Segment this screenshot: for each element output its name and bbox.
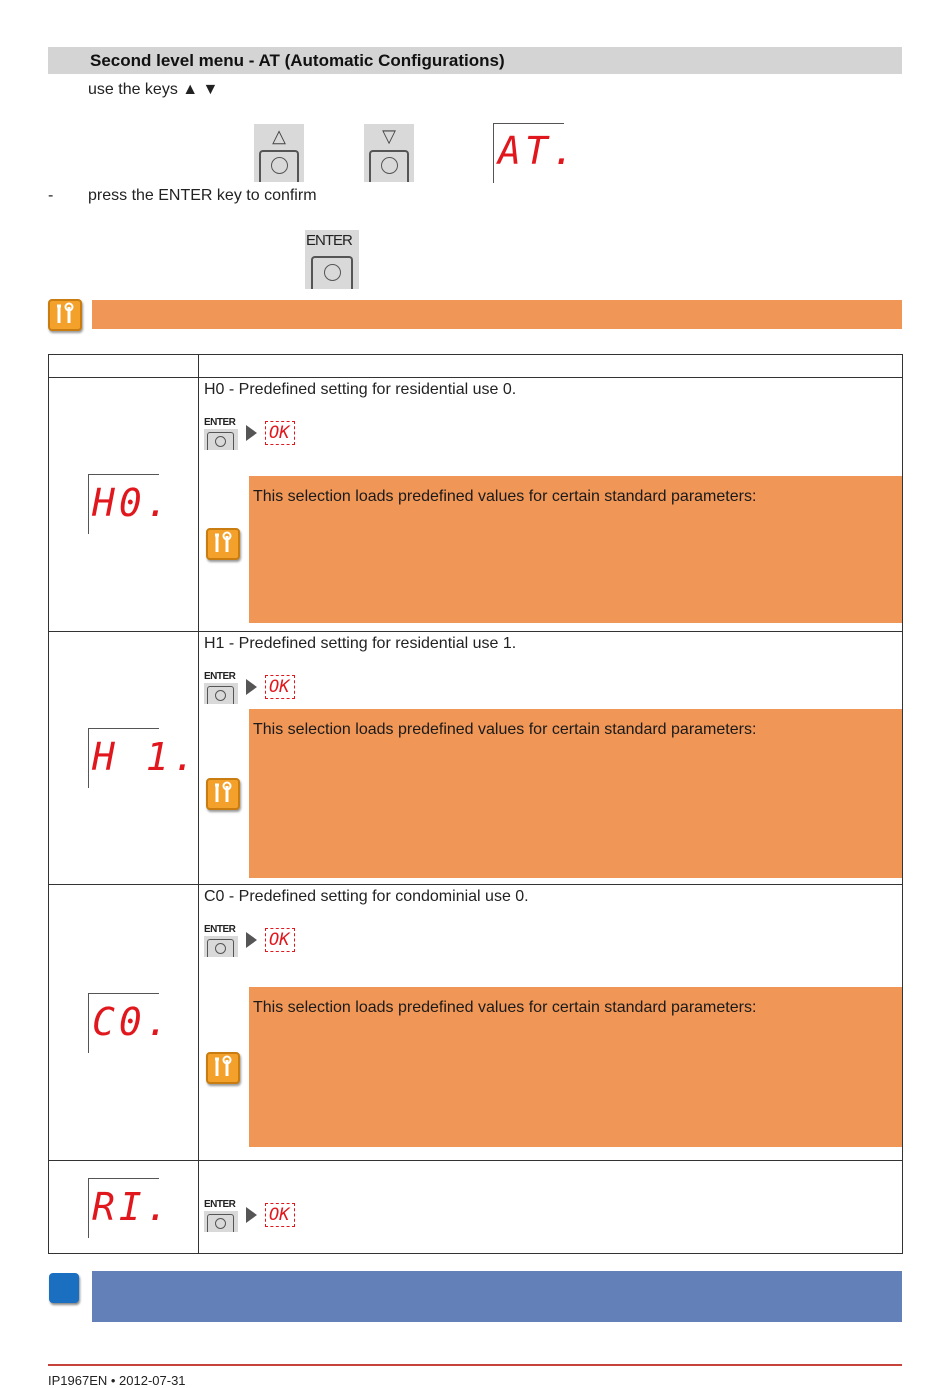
arrow-right-icon [246,932,257,948]
table-row [49,885,903,1161]
table-row [49,1161,903,1254]
enter-key-icon: ENTER [204,1199,238,1233]
display-cell [49,1161,199,1254]
display-at-value: AT. [498,129,579,173]
display-h1-value: H 1. [92,735,200,779]
note-text: This selection loads predefined values for certain standard parameters: [253,999,757,1016]
display-h1 [88,728,200,788]
display-cell [49,632,199,885]
note-text: This selection loads predefined values for certain standard parameters: [253,721,757,738]
footer-doc-code: IP1967EN • 2012-07-31 [48,1373,186,1388]
table-row [49,378,903,632]
arrow-right-icon [246,1207,257,1223]
description-cell [199,378,903,632]
header-cell-description [199,355,903,378]
keys-instruction: use the keys ▲ ▼ [88,81,219,98]
display-cell [49,885,199,1161]
display-h0 [88,474,173,534]
note-text: This selection loads predefined values for certain standard parameters: [253,488,757,505]
description-cell [199,885,903,1161]
description-cell [199,632,903,885]
confirm-bullet: - [48,187,54,204]
description-cell [199,1161,903,1254]
ok-display: OK [265,1203,295,1227]
section-banner [92,300,902,329]
header-cell-display [49,355,199,378]
enter-key-icon [305,230,359,289]
ok-display: OK [265,675,295,699]
up-key-icon: △ [254,124,304,182]
enter-key-icon: ENTER [204,924,238,958]
configurations-table [48,354,903,1254]
arrow-right-icon [246,679,257,695]
tools-icon [206,778,240,810]
table-header-row [49,355,903,378]
display-cell [49,378,199,632]
confirm-instruction: press the ENTER key to confirm [88,187,317,204]
table-row [49,632,903,885]
note-box [249,476,902,623]
display-h0-value: H0. [92,481,173,525]
enter-key-label: ENTER [306,232,352,249]
note-box [249,987,902,1147]
display-ri [88,1178,173,1238]
section-title-bar [48,47,902,74]
display-at [493,123,579,183]
ok-display: OK [265,421,295,445]
row-description: H0 - Predefined setting for residential use 0. [204,381,517,398]
tools-icon [206,528,240,560]
tools-icon [206,1052,240,1084]
enter-key-icon: ENTER [204,671,238,705]
section-title: Second level menu - AT (Automatic Configurations) [90,51,505,70]
note-box [249,709,902,878]
display-ri-value: RI. [92,1185,173,1229]
row-description: C0 - Predefined setting for condominial use 0. [204,888,529,905]
ok-display: OK [265,928,295,952]
info-icon [49,1273,79,1303]
footer-divider [48,1364,902,1366]
arrow-right-icon [246,425,257,441]
tools-icon [48,299,82,331]
display-c0-value: C0. [92,1000,173,1044]
display-c0 [88,993,173,1053]
info-banner [92,1271,902,1322]
enter-key-icon: ENTER [204,417,238,451]
row-description: H1 - Predefined setting for residential use 1. [204,635,517,652]
down-key-icon: ▽ [364,124,414,182]
